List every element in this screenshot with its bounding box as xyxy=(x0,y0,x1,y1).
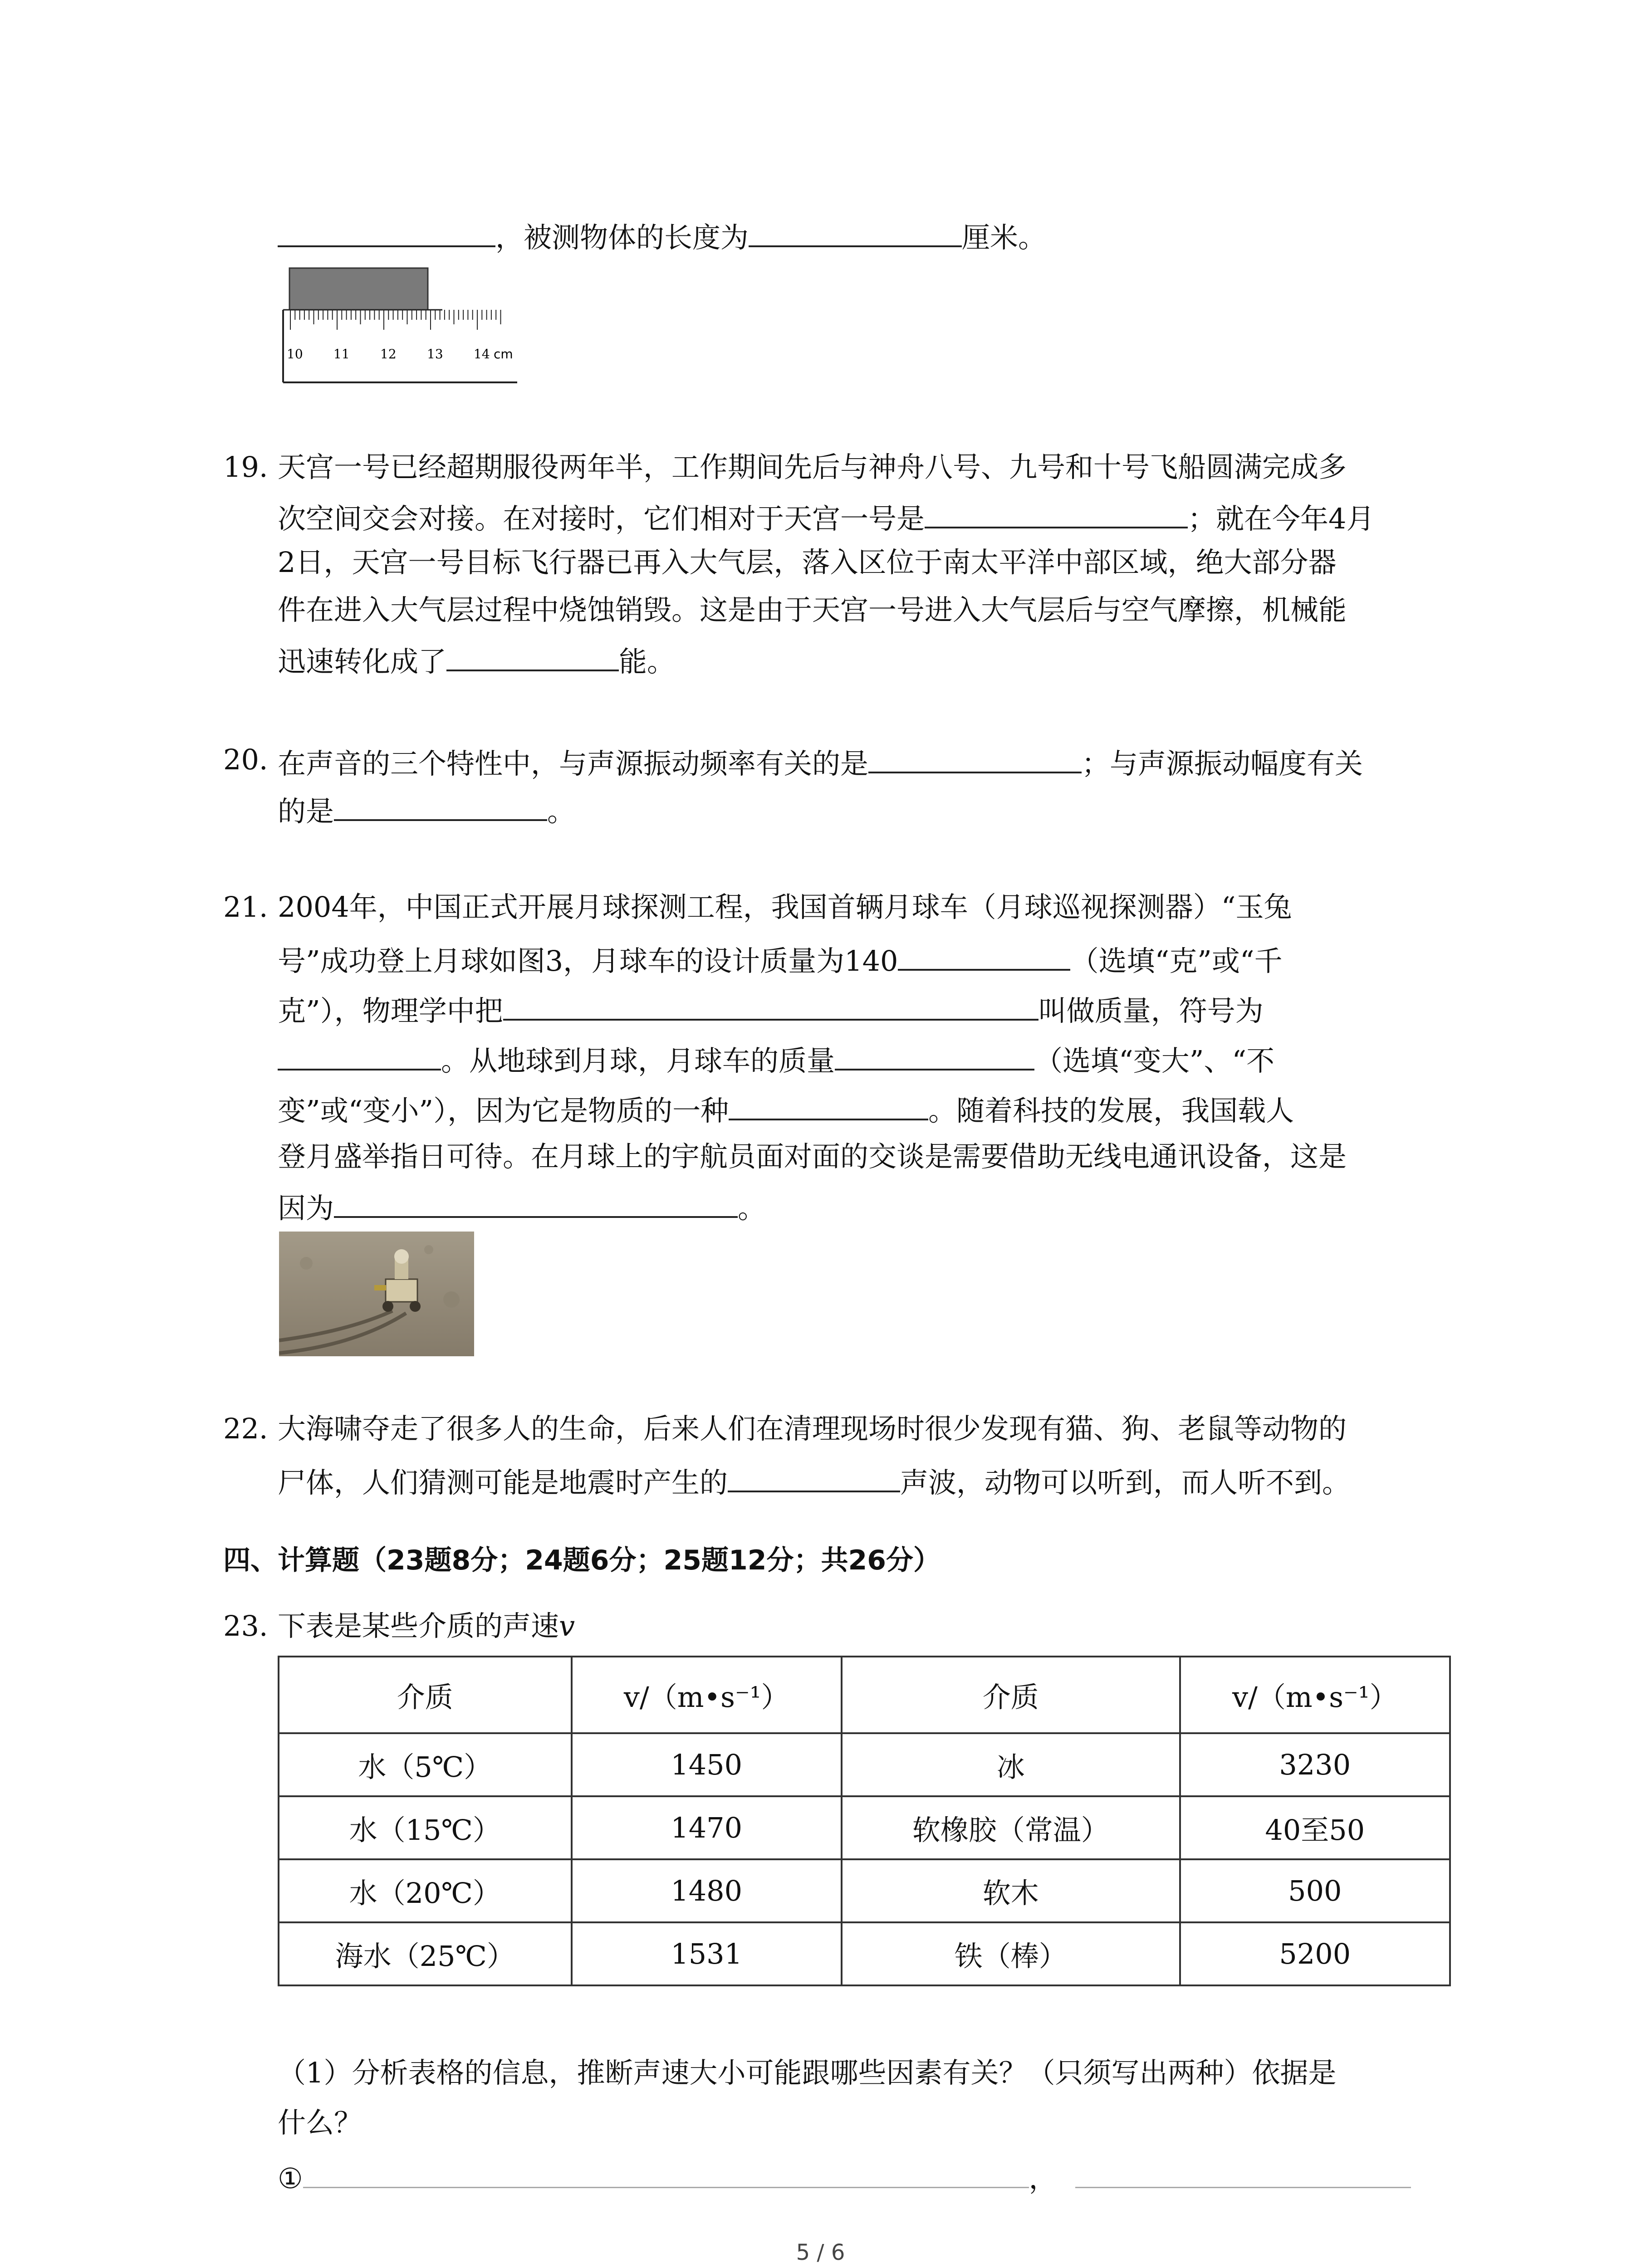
q21-line-2a: 号”成功登上月球如图3，月球车的设计质量为140 xyxy=(278,944,898,978)
ruler-label-14: 14 xyxy=(474,347,490,362)
ruler-unit: cm xyxy=(494,347,513,362)
q19-blank-2 xyxy=(446,640,619,671)
table-cell: 500 xyxy=(1180,1859,1450,1922)
q23-intro-text: 下表是某些介质的声速 xyxy=(278,1609,559,1642)
q21-line-5 xyxy=(278,1089,1294,1129)
measured-object xyxy=(289,268,428,310)
table-row xyxy=(279,1733,1450,1796)
q21-blank-5 xyxy=(729,1089,928,1120)
table-header-cell: 介质 xyxy=(842,1657,1180,1733)
q20-line-1b: ；与声源振动幅度有关 xyxy=(1082,747,1363,780)
table-cell: 软橡胶（常温） xyxy=(842,1796,1180,1859)
q21-blank-3 xyxy=(278,1039,441,1070)
q20-line-2 xyxy=(278,789,575,830)
q21-line-6: 登月盛举指日可待。在月球上的宇航员面对面的交谈是需要借助无线电通讯设备，这是 xyxy=(278,1140,1347,1173)
table-cell: 5200 xyxy=(1180,1922,1450,1985)
q18-blank-1 xyxy=(278,215,495,247)
section-4-heading: 四、计算题（23题8分；24题6分；25题12分；共26分） xyxy=(223,1545,941,1576)
q23-intro xyxy=(278,1608,575,1644)
q18-blank-2 xyxy=(749,215,962,247)
table-cell: 软木 xyxy=(842,1859,1180,1922)
table-cell: 水（15℃） xyxy=(279,1796,572,1859)
table-cell: 1450 xyxy=(572,1733,842,1796)
q21-line-7b: 。 xyxy=(738,1192,766,1225)
ruler-figure xyxy=(277,265,531,388)
q19-blank-1 xyxy=(925,497,1188,528)
q21-line-7a: 因为 xyxy=(278,1192,334,1225)
q19-line-5 xyxy=(278,640,675,680)
q19-number: 19. xyxy=(223,450,268,484)
q20-line-1 xyxy=(278,742,1363,782)
q23-sub1-line-1: （1）分析表格的信息，推断声速大小可能跟哪些因素有关？（只须写出两种）依据是 xyxy=(278,2056,1337,2089)
q22-line-2b: 声波，动物可以听到，而人听不到。 xyxy=(900,1466,1351,1499)
q23-sub1-line-2: 什么？ xyxy=(278,2106,362,2139)
q21-line-4 xyxy=(278,1039,1274,1079)
q19-line-2a: 次空间交会对接。在对接时，它们相对于天宫一号是 xyxy=(278,502,925,535)
q20-line-2b: 。 xyxy=(547,795,576,828)
q23-answer-line xyxy=(278,2157,1411,2197)
table-header-cell: 介质 xyxy=(279,1657,572,1733)
q22-line-2a: 尸体，人们猜测可能是地震时产生的 xyxy=(278,1466,728,1499)
sound-speed-table xyxy=(278,1656,1451,1986)
q18-text-b: 厘米。 xyxy=(962,221,1047,254)
ruler-label-11: 11 xyxy=(333,347,350,362)
q19-line-3: 2日，天宫一号目标飞行器已再入大气层，落入区位于南太平洋中部区域，绝大部分器 xyxy=(278,546,1337,579)
q20-line-2a: 的是 xyxy=(278,795,334,828)
table-cell: 冰 xyxy=(842,1733,1180,1796)
q19-line-1: 天宫一号已经超期服役两年半，工作期间先后与神舟八号、九号和十号飞船圆满完成多 xyxy=(278,450,1347,484)
table-row xyxy=(279,1859,1450,1922)
q21-line-2 xyxy=(278,939,1283,979)
q21-line-2b: （选填“克”或“千 xyxy=(1070,944,1283,978)
ruler-label-12: 12 xyxy=(380,347,397,362)
q21-blank-1 xyxy=(898,939,1070,971)
q22-line-2 xyxy=(278,1461,1350,1501)
table-row xyxy=(279,1922,1450,1985)
q21-line-3b: 叫做质量，符号为 xyxy=(1038,994,1264,1027)
q19-line-5a: 迅速转化成了 xyxy=(278,645,447,678)
q19-line-5b: 能。 xyxy=(619,645,676,678)
q23-answer-blank-2[interactable] xyxy=(1075,2157,1411,2188)
table-header-cell: v/（m•s⁻¹） xyxy=(572,1657,842,1733)
page-number: 5 / 6 xyxy=(796,2240,845,2265)
ruler-ticks xyxy=(290,310,501,330)
q22-blank-1 xyxy=(728,1461,900,1492)
q20-blank-2 xyxy=(334,789,547,821)
table-cell: 水（5℃） xyxy=(279,1733,572,1796)
table-cell: 1470 xyxy=(572,1796,842,1859)
q21-blank-2 xyxy=(503,989,1038,1021)
q21-line-3 xyxy=(278,989,1264,1029)
table-cell: 40至50 xyxy=(1180,1796,1450,1859)
q19-line-2 xyxy=(278,497,1374,537)
table-cell: 3230 xyxy=(1180,1733,1450,1796)
table-cell: 1531 xyxy=(572,1922,842,1985)
table-row xyxy=(279,1796,1450,1859)
q22-number: 22. xyxy=(223,1412,268,1445)
q21-blank-4 xyxy=(835,1039,1034,1070)
q21-line-5a: 变”或“变小”），因为它是物质的一种 xyxy=(278,1094,729,1127)
q21-line-7 xyxy=(278,1186,766,1227)
q21-line-4b: （选填“变大”、“不 xyxy=(1034,1044,1275,1077)
moon-rover-photo xyxy=(279,1232,474,1356)
table-cell: 水（20℃） xyxy=(279,1859,572,1922)
q21-number: 21. xyxy=(223,890,268,924)
q19-line-4: 件在进入大气层过程中烧蚀销毁。这是由于天宫一号进入大气层后与空气摩擦，机械能 xyxy=(278,593,1347,626)
table-header-row xyxy=(279,1657,1450,1733)
ruler-label-13: 13 xyxy=(427,347,443,362)
q20-blank-1 xyxy=(868,742,1082,773)
q18-text-a: ，被测物体的长度为 xyxy=(495,221,749,254)
q18-line xyxy=(278,215,1046,256)
q20-number: 20. xyxy=(223,743,268,776)
table-cell: 1480 xyxy=(572,1859,842,1922)
q22-line-1: 大海啸夺走了很多人的生命，后来人们在清理现场时很少发现有猫、狗、老鼠等动物的 xyxy=(278,1412,1347,1445)
ruler-label-10: 10 xyxy=(287,347,303,362)
q23-answer-blank-1[interactable] xyxy=(303,2157,1029,2188)
q21-line-1: 2004年，中国正式开展月球探测工程，我国首辆月球车（月球巡视探测器）“玉兔 xyxy=(278,890,1292,924)
q21-line-3a: 克”），物理学中把 xyxy=(278,994,503,1027)
q23-number: 23. xyxy=(223,1609,268,1642)
q19-line-2b: ；就在今年4月 xyxy=(1188,502,1375,535)
q20-line-1a: 在声音的三个特性中，与声源振动频率有关的是 xyxy=(278,747,869,780)
table-header-cell: v/（m•s⁻¹） xyxy=(1180,1657,1450,1733)
q21-line-5b: 。随着科技的发展，我国载人 xyxy=(928,1094,1294,1127)
q21-line-4a: 。从地球到月球，月球车的质量 xyxy=(441,1044,835,1077)
q21-blank-6 xyxy=(334,1186,738,1218)
q23-answer-marker: ① xyxy=(278,2162,303,2195)
table-cell: 铁（棒） xyxy=(842,1922,1180,1985)
q23-answer-comma: ， xyxy=(1029,2162,1057,2195)
table-cell: 海水（25℃） xyxy=(279,1922,572,1985)
q23-intro-var: v xyxy=(559,1609,575,1642)
